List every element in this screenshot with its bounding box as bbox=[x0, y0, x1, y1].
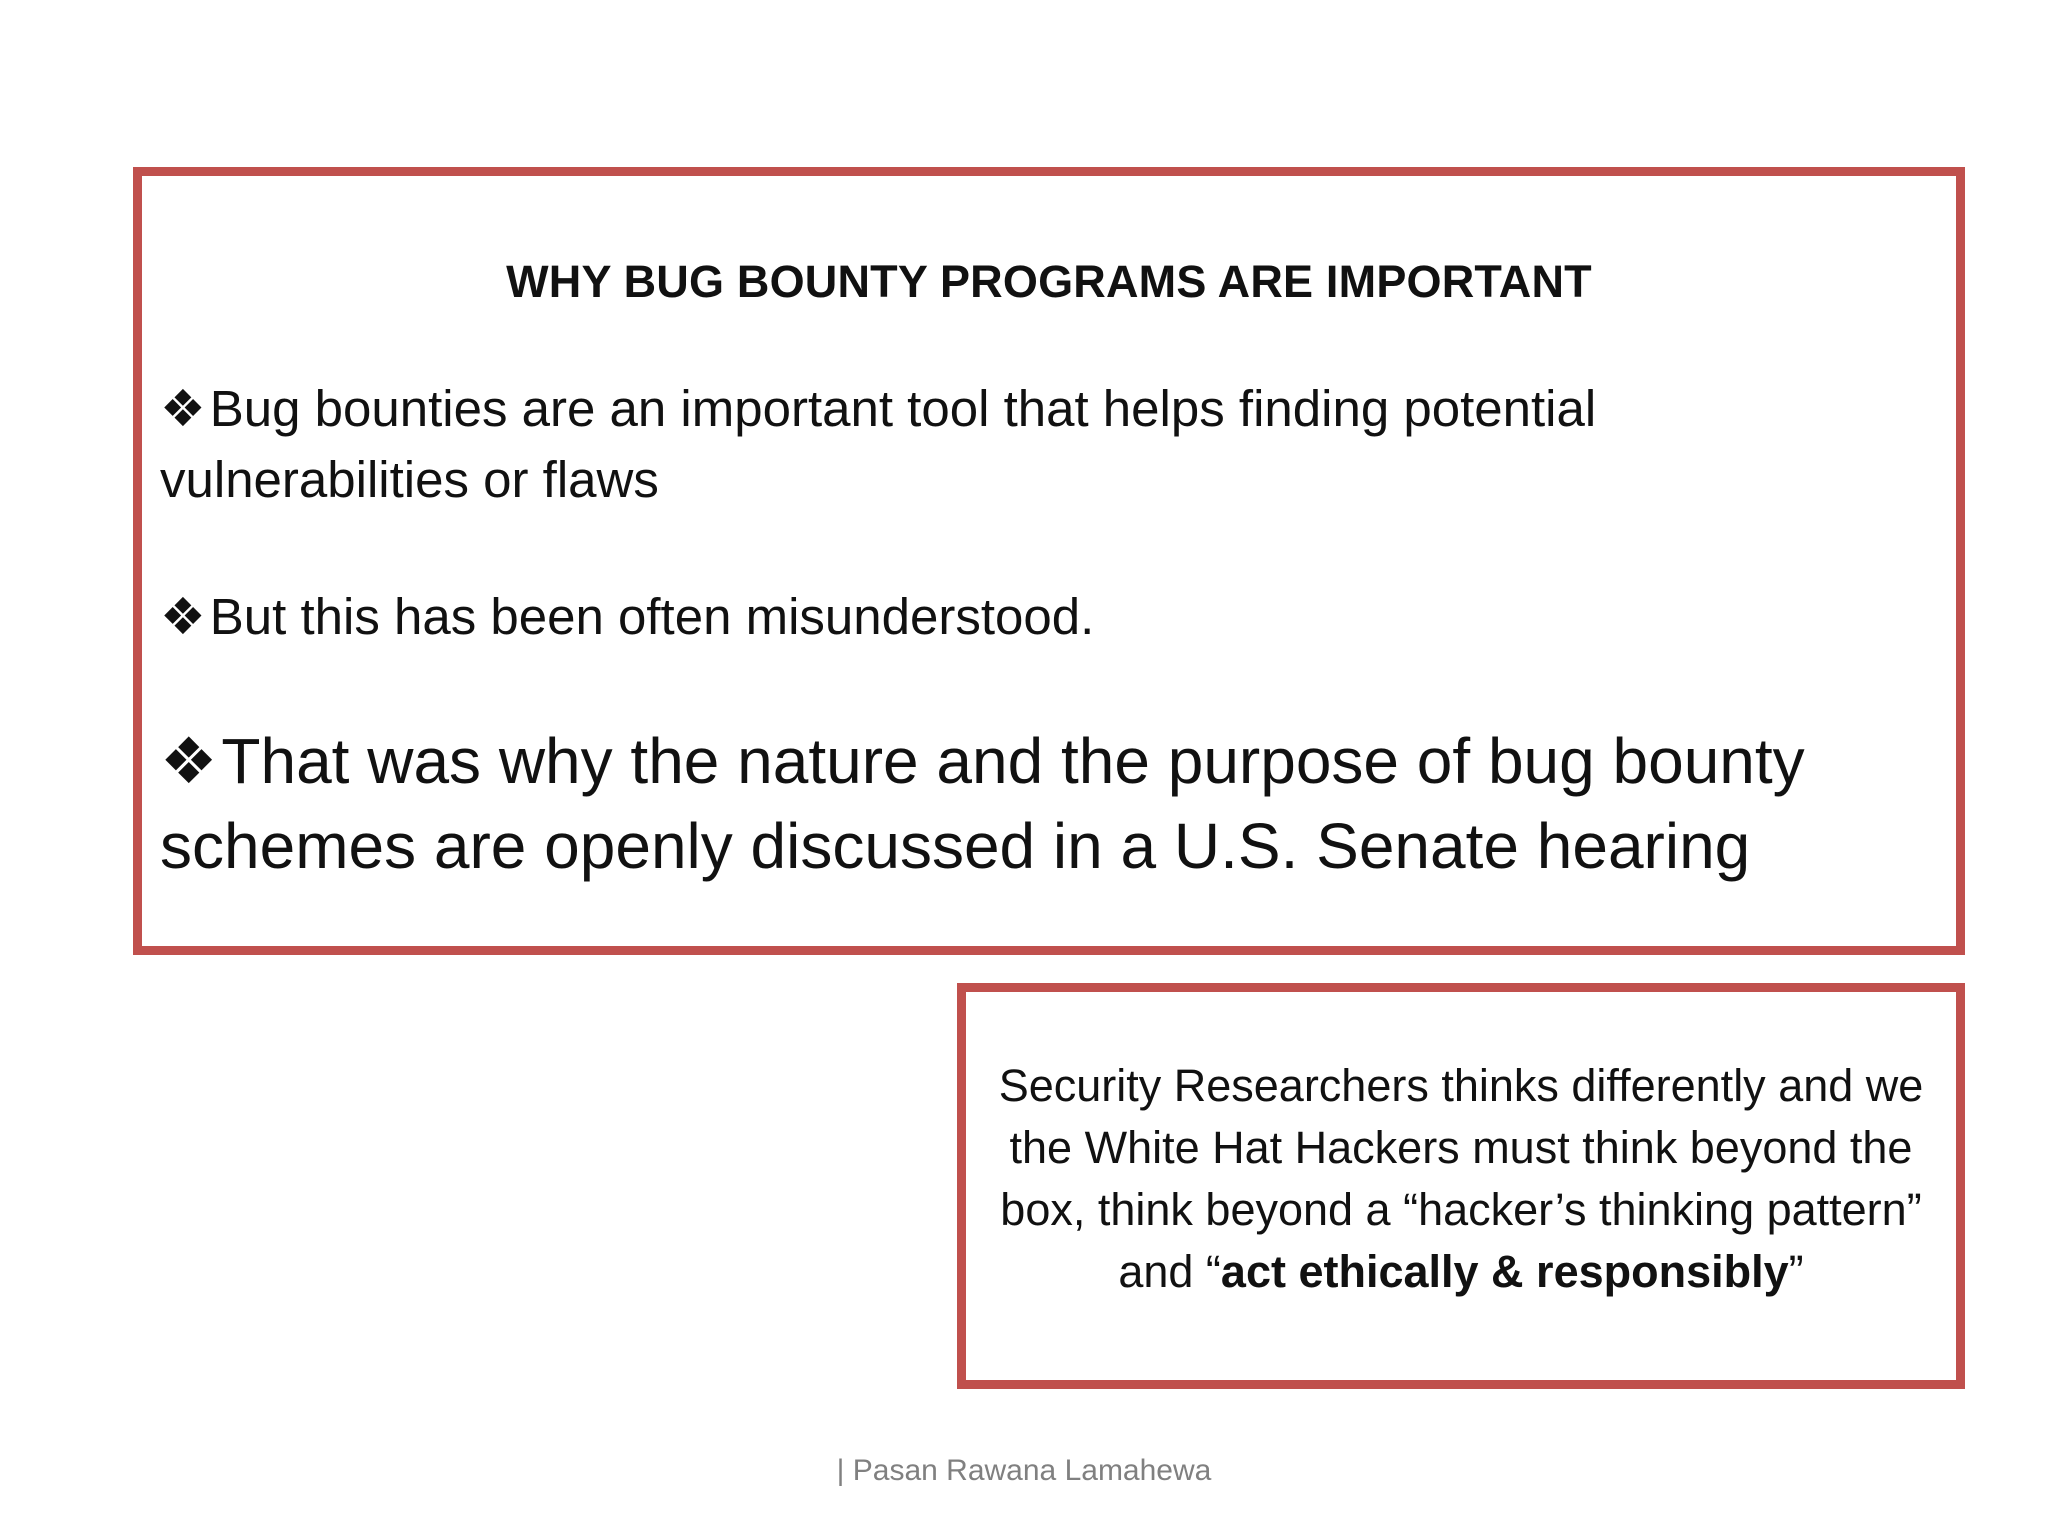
bullet-text: But this has been often misunderstood. bbox=[209, 588, 1095, 645]
main-content-box bbox=[133, 167, 1965, 955]
bullet-item bbox=[160, 719, 1896, 888]
quote-text bbox=[966, 1055, 1956, 1303]
bullet-text: That was why the nature and the purpose of bug bounty schemes are openly discussed in a U.S. Senate hearing bbox=[160, 725, 1805, 882]
quote-text-before: Security Researchers thinks differently and we the White Hat Hackers must think beyond the box, think beyond a “hacker’s thinking pattern” and “ bbox=[998, 1060, 1924, 1297]
bullet-item bbox=[160, 582, 1896, 653]
slide-title: WHY BUG BOUNTY PROGRAMS ARE IMPORTANT bbox=[506, 256, 1592, 307]
quote-box bbox=[957, 983, 1965, 1389]
quote-text-after: ” bbox=[1788, 1246, 1804, 1297]
diamond-bullet-icon: ❖ bbox=[160, 588, 206, 647]
bullet-item bbox=[160, 374, 1896, 515]
footer-author: | Pasan Rawana Lamahewa bbox=[836, 1454, 1212, 1487]
diamond-bullet-icon: ❖ bbox=[160, 725, 218, 799]
quote-text-emphasis: act ethically & responsibly bbox=[1220, 1246, 1789, 1297]
diamond-bullet-icon: ❖ bbox=[160, 380, 206, 439]
bullet-text: Bug bounties are an important tool that helps finding potential vulnerabilities or flaws bbox=[160, 380, 1597, 508]
